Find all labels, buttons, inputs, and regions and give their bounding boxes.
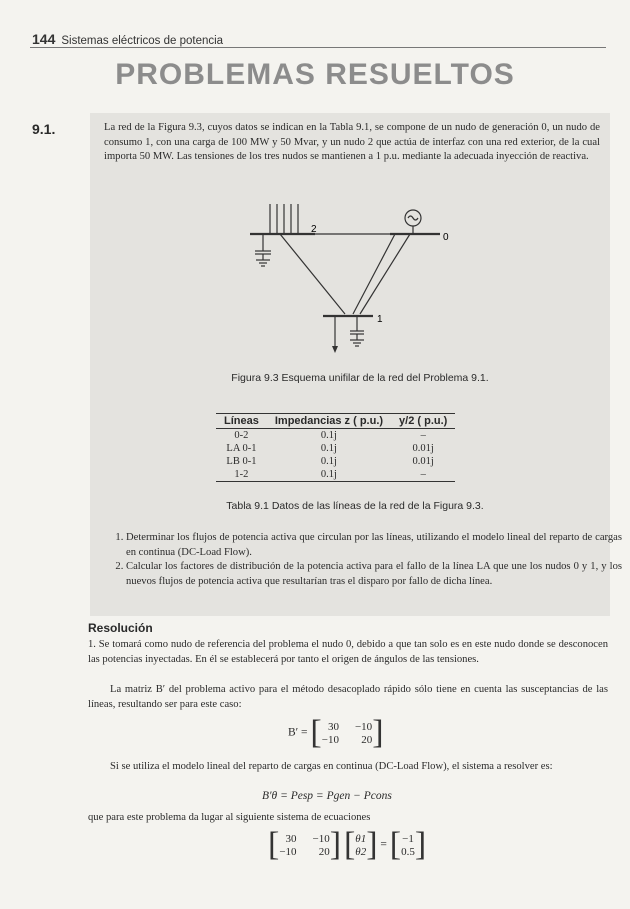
node-label-1: 1 <box>377 314 383 325</box>
table-cell: 1-2 <box>216 468 267 482</box>
matrix-cell: −10 <box>354 720 373 733</box>
b-matrix-equation: B′ = [ 30 −10 −10 20 ] <box>288 714 384 751</box>
page-number: 144 <box>32 31 56 47</box>
resolution-paragraph-3: Si se utiliza el modelo lineal del reparto de cargas en continua (DC-Load Flow), el sistema a resolver es: <box>110 761 553 772</box>
table-caption: Tabla 9.1 Datos de las líneas de la red de la Figura 9.3. <box>226 500 484 512</box>
b-matrix-label: B′ = <box>288 726 308 739</box>
table-cell: 0.1j <box>320 430 337 441</box>
table-cell: – <box>391 468 455 482</box>
rhs-entry: 0.5 <box>401 845 415 858</box>
dc-load-flow-equation: B′θ = Pesp = Pgen − Pcons <box>262 790 392 802</box>
section-title: PROBLEMAS RESUELTOS <box>115 58 515 91</box>
matrix-cell: −10 <box>321 733 339 746</box>
header-rule <box>30 47 606 48</box>
problem-statement: La red de la Figura 9.3, cuyos datos se indican en la Tabla 9.1, se compone de un nudo de generación 0, un nudo de consumo 1, con una carga de 100 MW y 50 Mvar, y un nudo 2 que actúa de interfaz con una red exterior, de la cual importa 50 MW. Las tensiones de los tres nudos se mantienen a 1 p.u. mediante la adecuada inyección de reactiva. <box>104 122 600 162</box>
question-item: 1. Determinar los flujos de potencia activa que circulan por las líneas, utilizando el modelo lineal del reparto de cargas en continua (DC-Load Flow). <box>126 531 622 560</box>
resolution-paragraph-2: La matriz B′ del problema activo para el método desacoplado rápido sólo tiene en cuenta las susceptancias de las líneas, resultando ser para este caso: <box>88 684 608 710</box>
rhs-entry: −1 <box>402 832 414 845</box>
table-header: Líneas <box>216 414 267 429</box>
node-label-0: 0 <box>443 232 449 243</box>
resolution-heading: Resolución <box>88 621 153 635</box>
figure-caption: Figura 9.3 Esquema unifilar de la red del Problema 9.1. <box>231 372 489 384</box>
question-item: 2. Calcular los factores de distribución de la potencia activa para el fallo de la línea LA que une los nudos 0 y 1, y los nuevos flujos de potencia activa que resultarían tras el disparo por fallo de dicha línea. <box>126 560 622 589</box>
table-cell: LB 0-1 <box>226 456 257 467</box>
table-row <box>216 442 455 455</box>
table-header: Impedancias z ( p.u.) <box>267 414 391 429</box>
running-title: Sistemas eléctricos de potencia <box>61 35 224 47</box>
table-cell: LA 0-1 <box>226 443 257 454</box>
running-header <box>32 31 223 47</box>
table-cell: 0.01j <box>412 456 434 467</box>
network-diagram <box>245 196 465 361</box>
table-cell: 0.1j <box>267 468 391 482</box>
matrix-cell: 30 <box>285 832 297 845</box>
table-cell: 0.1j <box>320 443 337 454</box>
node-label-2: 2 <box>311 224 317 235</box>
table-cell: 0-2 <box>234 430 249 441</box>
problem-number: 9.1. <box>32 121 56 137</box>
matrix-cell: 20 <box>361 733 373 746</box>
matrix-cell: 30 <box>327 720 339 733</box>
matrix-cell: 20 <box>318 845 330 858</box>
table-cell: 0.01j <box>412 443 434 454</box>
matrix-cell: −10 <box>312 832 330 845</box>
question-list <box>104 531 622 589</box>
line-data-table <box>216 413 455 482</box>
table-cell: – <box>420 430 426 441</box>
matrix-cell: −10 <box>279 845 297 858</box>
resolution-paragraph-1: 1. Se tomará como nudo de referencia del problema el nudo 0, debido a que tan solo es en este nudo donde se desconocen las potencias inyectadas. En él se establecerá por tanto el origen de ángulos de las tensiones. <box>88 639 608 665</box>
table-row <box>216 468 455 482</box>
equation-system: [ 30 −10 −10 20 ] [ θ1 θ2 ] = [ −1 0.5 ] <box>268 826 427 863</box>
table-cell: 0.1j <box>320 456 337 467</box>
table-header: y/2 ( p.u.) <box>391 414 455 429</box>
resolution-paragraph-4: que para este problema da lugar al siguiente sistema de ecuaciones <box>88 812 371 823</box>
theta-entry: θ1 <box>355 832 367 845</box>
table-row <box>216 429 455 443</box>
table-row <box>216 455 455 468</box>
theta-entry: θ2 <box>355 845 367 858</box>
